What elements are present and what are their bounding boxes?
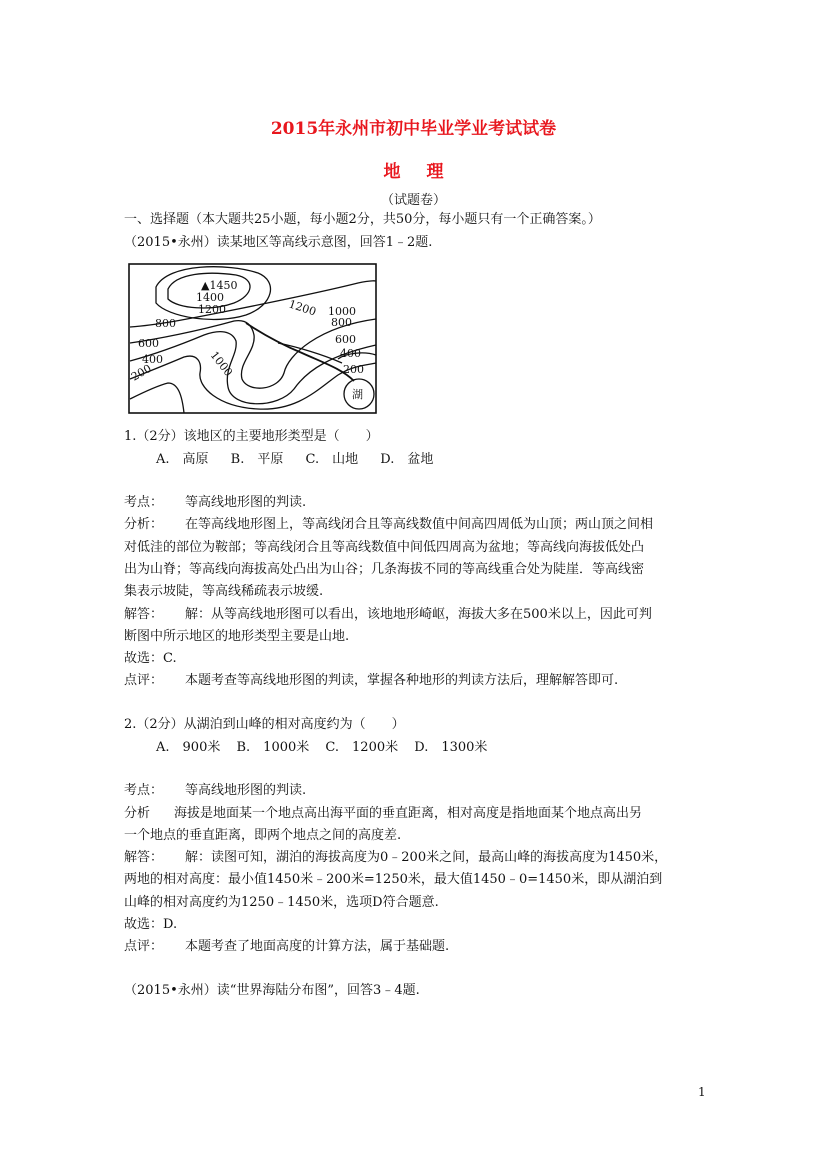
q1-fenxi-line1: 在等高线地形图上，等高线闭合且等高线数值中间高四周低为山顶；两山顶之间相 bbox=[185, 517, 654, 532]
q1-option-d: D. 盆地 bbox=[380, 452, 434, 467]
page-number: 1 bbox=[698, 1085, 706, 1099]
q2-jieda bbox=[124, 849, 667, 867]
q1-answer: 故选：C. bbox=[124, 651, 177, 666]
q2-option-d: D. 1300米 bbox=[414, 740, 488, 755]
q2-kaodian-label: 考点： bbox=[124, 783, 164, 798]
label-peak: ▲1450 bbox=[201, 279, 238, 292]
q1-kaodian bbox=[124, 494, 306, 512]
q2-jieda-label: 解答： bbox=[124, 850, 164, 865]
q1-dianping-label: 点评： bbox=[124, 673, 164, 688]
exam-title: 2015年永州市初中毕业学业考试试卷 bbox=[270, 119, 557, 139]
q1-stem: 1.（2分）该地区的主要地形类型是（ ） bbox=[124, 429, 379, 444]
label-200a: 200 bbox=[129, 361, 154, 384]
q2-option-a: A. 900米 bbox=[156, 740, 221, 755]
label-200b: 200 bbox=[343, 363, 364, 376]
q2-option-c: C. 1200米 bbox=[325, 740, 399, 755]
q2-fenxi bbox=[124, 805, 642, 823]
q2-jieda-line3: 山峰的相对高度约为1250﹣1450米，选项D符合题意. bbox=[124, 895, 439, 910]
q2-dianping bbox=[124, 938, 449, 956]
q1-fenxi-line4: 集表示坡陡，等高线稀疏表示坡缓. bbox=[124, 584, 324, 599]
q1-jieda-label: 解答： bbox=[124, 607, 164, 622]
q1-options bbox=[156, 451, 433, 469]
q1-fenxi bbox=[124, 516, 653, 534]
label-lake: 湖 bbox=[352, 388, 363, 401]
q1-fenxi-line3: 出为山脊；等高线向海拔高处凸出为山谷；几条海拔不同的等高线重合处为陡崖．等高线密 bbox=[124, 562, 645, 577]
q2-fenxi-line2: 一个地点的垂直距离，即两个地点之间的高度差. bbox=[124, 828, 402, 843]
q1-option-b: B. 平原 bbox=[230, 452, 284, 467]
q2-options bbox=[156, 739, 487, 757]
q1-fenxi-line2: 对低洼的部位为鞍部；等高线闭合且等高线数值中间低四周高为盆地；等高线向海拔低处凸 bbox=[124, 540, 645, 555]
q2-fenxi-label: 分析 bbox=[124, 806, 151, 821]
label-400b: 400 bbox=[340, 347, 361, 360]
label-400a: 400 bbox=[142, 353, 163, 366]
label-1200b: 1200 bbox=[287, 297, 318, 319]
label-1200a: 1200 bbox=[198, 303, 226, 316]
q1-jieda-line1: 解：从等高线地形图可以看出，该地地形崎岖，海拔大多在500米以上，因此可判 bbox=[185, 607, 652, 622]
label-800a: 800 bbox=[155, 317, 176, 330]
label-1000b: 1000 bbox=[207, 348, 236, 379]
label-1000a: 1000 bbox=[328, 305, 356, 318]
contour-map bbox=[128, 263, 377, 414]
label-600a: 600 bbox=[138, 337, 159, 350]
q2-kaodian-text: 等高线地形图的判读. bbox=[185, 783, 307, 798]
q1-dianping bbox=[124, 672, 618, 690]
q1-option-c: C. 山地 bbox=[305, 452, 359, 467]
q2-dianping-text: 本题考查了地面高度的计算方法，属于基础题. bbox=[185, 939, 450, 954]
label-1400: 1400 bbox=[196, 291, 224, 304]
q1-jieda-line2: 断图中所示地区的地形类型主要是山地. bbox=[124, 629, 350, 644]
subject-title: 地理 bbox=[383, 162, 470, 182]
q2-answer: 故选：D. bbox=[124, 917, 178, 932]
q2-fenxi-line1: 海拔是地面某一个地点高出海平面的垂直距离，相对高度是指地面某个地点高出另 bbox=[174, 806, 643, 821]
q2-option-b: B. 1000米 bbox=[236, 740, 310, 755]
section-heading: 一、选择题（本大题共25小题，每小题2分，共50分，每小题只有一个正确答案。） bbox=[124, 212, 601, 227]
q2-stem: 2.（2分）从湖泊到山峰的相对高度约为（ ） bbox=[124, 717, 405, 732]
q2-jieda-line2: 两地的相对高度：最小值1450米﹣200米=1250米，最大值1450﹣0=1450米，即从湖泊到 bbox=[124, 872, 663, 887]
paper-type: （试题卷） bbox=[380, 193, 446, 208]
q1-kaodian-label: 考点： bbox=[124, 495, 164, 510]
q2-dianping-label: 点评： bbox=[124, 939, 164, 954]
label-800b: 800 bbox=[331, 316, 352, 329]
q2-jieda-line1: 解：读图可知，湖泊的海拔高度为0﹣200米之间，最高山峰的海拔高度为1450米， bbox=[185, 850, 668, 865]
group2-intro: （2015•永州）读“世界海陆分布图”，回答3﹣4题. bbox=[124, 983, 420, 998]
q1-jieda bbox=[124, 606, 652, 624]
q1-option-a: A. 高原 bbox=[156, 452, 209, 467]
q1-kaodian-text: 等高线地形图的判读. bbox=[185, 495, 307, 510]
group1-intro: （2015•永州）读某地区等高线示意图，回答1﹣2题. bbox=[124, 235, 433, 250]
label-600b: 600 bbox=[335, 333, 356, 346]
q1-fenxi-label: 分析： bbox=[124, 517, 164, 532]
q2-kaodian bbox=[124, 782, 306, 800]
q1-dianping-text: 本题考查等高线地形图的判读，掌握各种地形的判读方法后，理解解答即可. bbox=[185, 673, 619, 688]
